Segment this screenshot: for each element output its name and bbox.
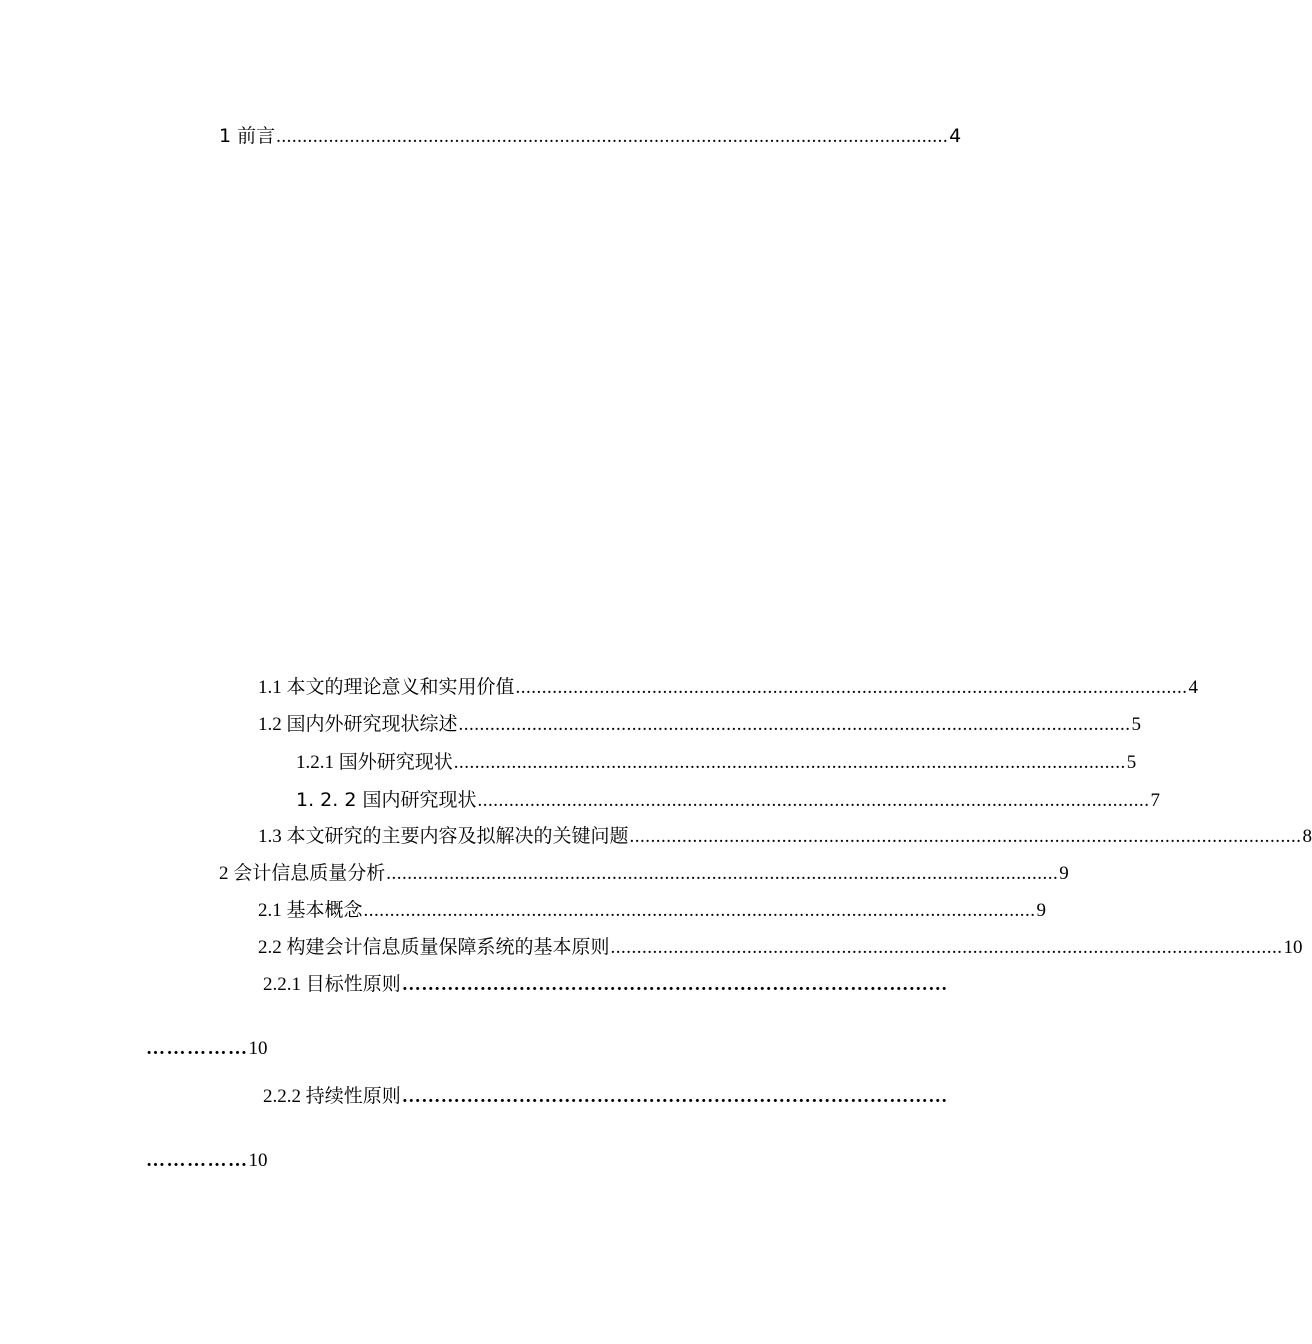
toc-entry-1-3[interactable]	[258, 825, 1312, 849]
dot-leader: ................................................................................................................................	[629, 826, 1302, 847]
toc-entry-1-2[interactable]	[258, 713, 1142, 737]
toc-entry-label: 1.3 本文研究的主要内容及拟解决的关键问题	[258, 826, 629, 847]
toc-entry-2-1[interactable]	[258, 899, 1047, 923]
dot-leader: ................................................................................................................................	[276, 126, 949, 147]
toc-entry-label: 1.1 本文的理论意义和实用价值	[258, 677, 515, 698]
toc-entry-label: 2 会计信息质量分析	[219, 863, 386, 884]
toc-entry-page: 8	[1302, 826, 1312, 847]
toc-entry-label: 2.1 基本概念	[258, 900, 363, 921]
toc-entry-page: 10	[248, 1150, 268, 1171]
toc-entry-page: 9	[1036, 900, 1047, 921]
dot-leader: …………………………………………………………………………	[401, 974, 948, 995]
toc-entry-page: 7	[1150, 790, 1160, 811]
toc-entry-page: 5	[1126, 752, 1137, 773]
toc-entry-label: 2.2.2 持续性原则	[263, 1086, 401, 1107]
dot-leader: ……………	[146, 1038, 249, 1059]
dot-leader: …………………………………………………………………………	[401, 1086, 948, 1107]
toc-entry-label: 1.2.1 国外研究现状	[296, 752, 453, 773]
toc-entry-page: 9	[1059, 863, 1069, 884]
toc-entry-2-2-1-continuation[interactable]	[146, 1037, 268, 1061]
toc-entry-2-2-2-continuation[interactable]	[146, 1149, 268, 1173]
dot-leader: ................................................................................................................................	[386, 863, 1059, 884]
dot-leader: ................................................................................................................................	[515, 677, 1188, 698]
dot-leader: ……………	[146, 1150, 249, 1171]
toc-entry-2-2[interactable]	[258, 936, 1303, 960]
toc-entry-1-2-2[interactable]	[296, 788, 1160, 812]
toc-entry-1-2-1[interactable]	[296, 751, 1137, 775]
toc-entry-label: 2.2.1 目标性原则	[263, 974, 401, 995]
toc-entry-page: 10	[248, 1038, 268, 1059]
toc-entry-page: 10	[1283, 937, 1303, 958]
toc-entry-label: 1. 2. 2 国内研究现状	[296, 789, 477, 811]
toc-entry-2-2-1[interactable]	[263, 973, 948, 997]
toc-entry-page: 5	[1131, 714, 1142, 735]
dot-leader: ................................................................................................................................	[610, 937, 1283, 958]
toc-entry-1[interactable]	[219, 124, 962, 148]
dot-leader: ................................................................................................................................	[477, 790, 1150, 811]
toc-entry-page: 4	[1188, 677, 1199, 698]
toc-entry-2-2-2[interactable]	[263, 1085, 948, 1109]
toc-entry-label: 1.2 国内外研究现状综述	[258, 714, 458, 735]
toc-entry-page: 4	[949, 125, 962, 147]
toc-entry-1-1[interactable]	[258, 676, 1199, 700]
toc-entry-label: 1 前言	[219, 125, 276, 147]
dot-leader: ................................................................................................................................	[363, 900, 1036, 921]
dot-leader: ................................................................................................................................	[453, 752, 1126, 773]
toc-entry-label: 2.2 构建会计信息质量保障系统的基本原则	[258, 937, 610, 958]
toc-entry-2[interactable]	[219, 862, 1069, 886]
dot-leader: ................................................................................................................................	[458, 714, 1131, 735]
